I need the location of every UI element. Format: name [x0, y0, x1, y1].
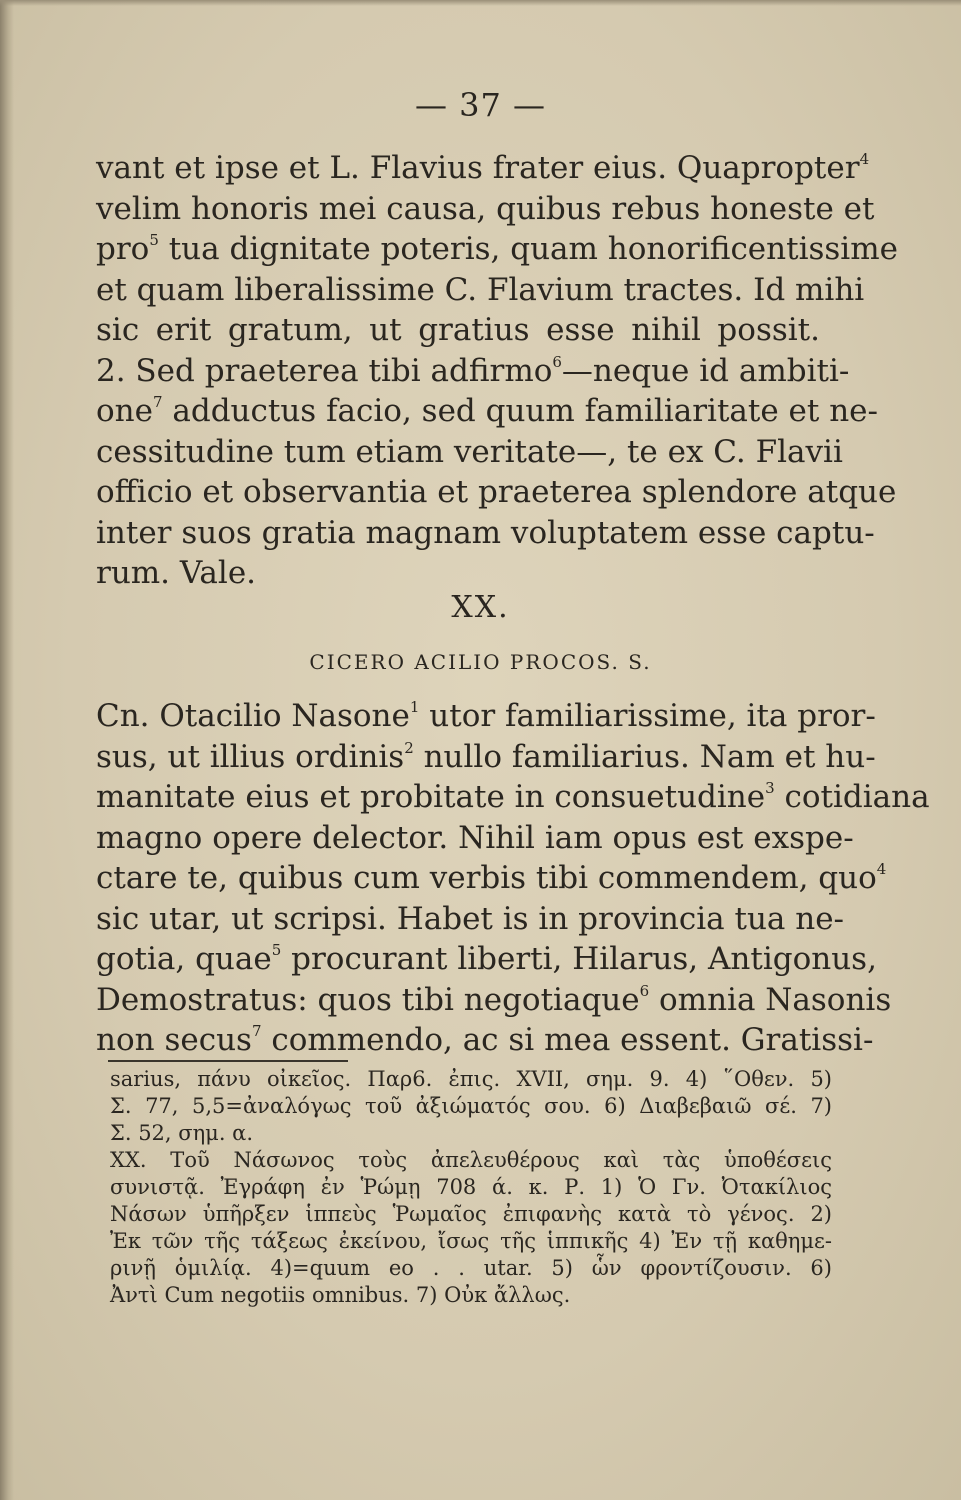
footnote-marker: 5 [271, 941, 282, 959]
text-segment: tua dignitate poteris, quam honorificentissime [158, 231, 898, 267]
footnotes [110, 1066, 832, 1309]
text-line [96, 270, 865, 311]
footnote-marker: 7 [251, 1022, 262, 1040]
latin-paragraph-2 [96, 696, 930, 1061]
text-line [96, 818, 854, 859]
footnote-marker: 5 [149, 231, 159, 249]
text-line [96, 148, 870, 189]
footnote-marker: 7 [152, 393, 163, 411]
text-line [96, 472, 897, 513]
footnote-line: sarius, πάνυ οἰκεῖος. Παρ6. ἐπις. XVII, σημ. 9. 4) ῞Οθεν. 5) [110, 1067, 832, 1091]
text-line [96, 1020, 874, 1061]
text-segment: sic erit gratum, ut gratius esse nihil possit. [96, 312, 820, 348]
text-line [96, 391, 878, 432]
latin-paragraph-1 [96, 148, 898, 594]
text-segment: rum. Vale. [96, 555, 257, 591]
text-segment: commendo, ac si mea essent. Gratissi- [261, 1022, 874, 1058]
footnote-marker: 2 [404, 738, 414, 757]
text-segment: cessitudine tum etiam veritate—, te ex C. Flavii [96, 433, 843, 470]
text-segment: adductus facio, sed quum familiaritate et ne- [162, 393, 878, 429]
text-segment: —neque id ambiti- [561, 352, 850, 389]
footnote-line: XX. Τοῦ Νάσωνος τοὺς ἀπελευθέρους καὶ τὰς ὑποθέσεις [110, 1148, 832, 1172]
text-segment: officio et observantia et praeterea splendore atque [96, 474, 897, 510]
text-line [96, 858, 887, 899]
text-segment: pro [96, 231, 150, 267]
text-line [96, 432, 843, 473]
text-line [96, 310, 820, 351]
text-segment: sic utar, ut scripsi. Habet is in provincia tua ne- [96, 900, 845, 937]
text-segment: sus, ut illius ordinis [96, 738, 405, 775]
text-segment: nullo familiarius. Nam et hu- [413, 738, 876, 775]
text-line [96, 351, 850, 392]
footnote-marker: 6 [639, 981, 650, 1000]
text-line [96, 777, 930, 818]
text-segment: inter suos gratia magnam voluptatem esse captu- [96, 514, 875, 551]
footnote-line: συνιστᾷ. Ἐγράφη ἐν Ῥώμῃ 708 ά. κ. Ρ. 1) Ὁ Γν. Ὀτακίλιος [110, 1175, 832, 1199]
footnote-marker: 4 [876, 860, 887, 878]
text-line [96, 229, 898, 270]
text-segment: Cn. Otacilio Nasone [96, 698, 410, 734]
text-segment: cotidiana [774, 779, 930, 815]
text-segment: one [96, 393, 153, 429]
footnote-marker: 4 [859, 150, 870, 168]
text-segment: procurant liberti, Hilarus, Antigonus, [281, 941, 877, 977]
text-line [96, 899, 845, 940]
text-segment: gotia, quae [96, 941, 272, 977]
footnote-line: Σ. 52, σημ. α. [110, 1121, 254, 1145]
footnote-marker: 3 [765, 779, 775, 797]
footnote-marker: 1 [409, 698, 420, 716]
text-segment: et quam liberalissime C. Flavium tractes. Id mihi [96, 271, 865, 308]
text-segment: Demostratus: quos tibi negotiaque [96, 981, 640, 1018]
text-line [96, 737, 876, 778]
footnote-line: Ἀντὶ Cum negotiis omnibus. 7) Οὐκ ἄλλως. [110, 1283, 571, 1307]
section-heading: XX. [451, 590, 510, 625]
text-line [96, 553, 820, 594]
text-segment: non secus [96, 1022, 252, 1058]
text-segment: 2. Sed praeterea tibi adfirmo [96, 352, 553, 389]
text-line [96, 513, 875, 554]
text-line [96, 980, 892, 1021]
text-line [96, 939, 877, 980]
text-line [96, 696, 876, 737]
footnote-line: Ἐκ τῶν τῆς τάξεως ἐκείνου, ἴσως τῆς ἱππικῆς 4) Ἐν τῇ καθημε- [110, 1229, 832, 1253]
text-segment: magno opere delector. Nihil iam opus est exspe- [96, 819, 854, 856]
footnote-line: ρινῇ ὁμιλίᾳ. 4)=quum eo . . utar. 5) ὧν φροντίζουσιν. 6) [110, 1256, 832, 1280]
letter-salutation: CICERO ACILIO PROCOS. S. [309, 650, 652, 674]
footnote-marker: 6 [552, 352, 562, 371]
page-number: — 37 — [414, 86, 547, 124]
text-segment: omnia Nasonis [649, 981, 892, 1018]
text-line [96, 189, 875, 230]
footnote-line: Σ. 77, 5,5=ἀναλόγως τοῦ ἀξιώματός σου. 6) Διαβεβαιῶ σέ. 7) [110, 1094, 832, 1118]
text-segment: utor familiarissime, ita pror- [419, 698, 876, 734]
text-segment: manitate eius et probitate in consuetudine [96, 779, 766, 815]
footnote-line: Νάσων ὑπῆρξεν ἱππεὺς Ῥωμαῖος ἐπιφανὴς κατὰ τὸ γένος. 2) [110, 1202, 832, 1226]
text-segment: vant et ipse et L. Flavius frater eius. Quapropter [96, 150, 860, 186]
footnote-divider [108, 1060, 348, 1062]
text-segment: ctare te, quibus cum verbis tibi commendem, quo [96, 860, 877, 896]
text-segment: velim honoris mei causa, quibus rebus honeste et [96, 190, 875, 227]
